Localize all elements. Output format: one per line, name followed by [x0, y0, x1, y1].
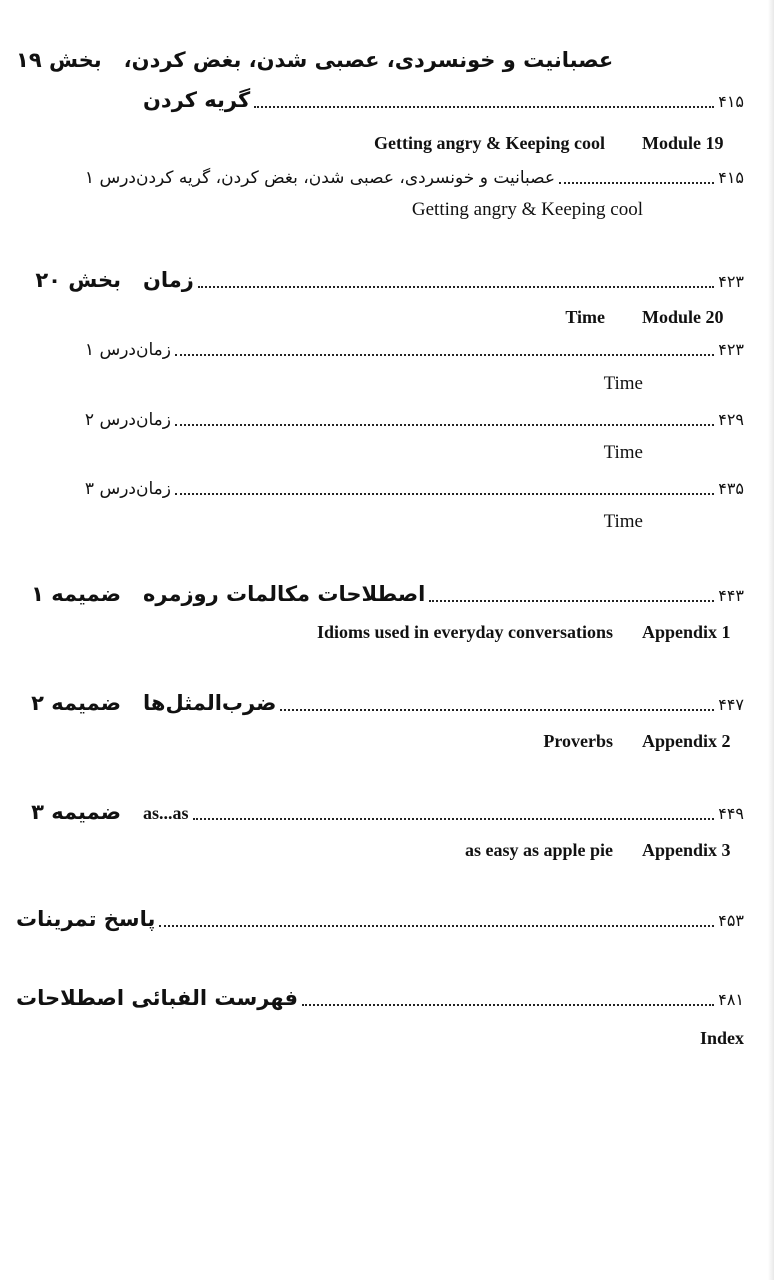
toc-entry-appendix-3[interactable]	[16, 800, 744, 824]
section-label: ضمیمه ۱	[31, 582, 121, 606]
dot-leader	[280, 709, 714, 711]
page-number: ۴۲۳	[718, 340, 744, 359]
section-title: فهرست الفبائی اصطلاحات	[16, 986, 298, 1010]
appendix-1-english	[16, 622, 744, 643]
page-number: ۴۴۹	[718, 804, 744, 823]
toc-entry-m19-cont[interactable]	[16, 88, 744, 112]
appendix-label: Appendix 2	[642, 731, 731, 751]
toc-entry-appendix-1[interactable]	[16, 582, 744, 606]
lesson-english: Time	[603, 442, 643, 463]
dot-leader	[175, 493, 714, 495]
module-label: Module 20	[642, 307, 724, 327]
toc-entry-answers[interactable]	[16, 907, 744, 931]
section-title: as...as	[143, 803, 189, 823]
appendix-label: Appendix 1	[642, 622, 731, 642]
section-label: بخش ۲۰	[35, 268, 121, 292]
page-number: ۴۱۵	[718, 92, 744, 111]
page-number: ۴۲۹	[718, 410, 744, 429]
dot-leader	[193, 818, 715, 820]
page-number: ۴۴۷	[718, 695, 744, 714]
toc-lesson-m20-3[interactable]	[16, 479, 744, 499]
dot-leader	[159, 925, 714, 927]
section-title: اصطلاحات مکالمات روزمره	[143, 582, 426, 606]
section-label: بخش ۱۹	[16, 48, 102, 72]
toc-entry-index[interactable]	[16, 986, 744, 1010]
section-title-cont: گریه کردن	[143, 88, 251, 112]
dot-leader	[198, 286, 714, 288]
module-19-english	[16, 133, 744, 154]
lesson-label: درس ۲	[84, 410, 136, 430]
module-20-english	[16, 307, 744, 328]
dot-leader	[254, 106, 714, 108]
dot-leader	[175, 424, 714, 426]
appendix-title: as easy as apple pie	[464, 840, 613, 860]
index-english: Index	[699, 1028, 744, 1048]
page-number: ۴۲۳	[718, 272, 744, 291]
dot-leader	[302, 1004, 714, 1006]
page-number: ۴۵۳	[718, 911, 744, 930]
module-label: Module 19	[642, 133, 724, 153]
section-label: ضمیمه ۳	[31, 800, 121, 824]
module-title: Time	[565, 307, 605, 327]
dot-leader	[175, 354, 714, 356]
section-title: عصبانیت و خونسردی، عصبی شدن، بغض کردن،	[123, 48, 614, 72]
module-title: Getting angry & Keeping cool	[374, 133, 605, 153]
lesson-english: Time	[603, 373, 643, 394]
lesson-title: زمان	[136, 410, 171, 430]
appendix-title: Proverbs	[543, 731, 613, 751]
lesson-label: درس ۳	[84, 479, 136, 499]
appendix-label: Appendix 3	[642, 840, 731, 860]
lesson-title: عصبانیت و خونسردی، عصبی شدن، بغض کردن، گریه کردن	[136, 168, 556, 188]
toc-lesson-m19-1[interactable]	[16, 168, 744, 188]
appendix-2-english	[16, 731, 744, 752]
scan-edge-shadow	[768, 0, 774, 1280]
section-title: پاسخ تمرینات	[16, 907, 156, 931]
lesson-label: درس ۱	[84, 340, 136, 360]
lesson-english: Time	[603, 511, 643, 532]
appendix-3-english	[16, 840, 744, 861]
toc-lesson-m20-2[interactable]	[16, 410, 744, 430]
lesson-title: زمان	[136, 340, 171, 360]
page-number: ۴۴۳	[718, 586, 744, 605]
toc-lesson-m20-1[interactable]	[16, 340, 744, 360]
section-label: ضمیمه ۲	[31, 691, 121, 715]
toc-entry-m20[interactable]	[16, 268, 744, 292]
toc-entry-m19[interactable]	[16, 48, 744, 72]
appendix-title: Idioms used in everyday conversations	[316, 622, 613, 642]
lesson-label: درس ۱	[84, 168, 136, 188]
page-number: ۴۳۵	[718, 479, 744, 498]
section-title: زمان	[143, 268, 194, 292]
page-number: ۴۸۱	[718, 990, 744, 1009]
dot-leader	[559, 182, 714, 184]
page-number: ۴۱۵	[718, 168, 744, 187]
lesson-english: Getting angry & Keeping cool	[411, 199, 643, 220]
lesson-title: زمان	[136, 479, 171, 499]
dot-leader	[429, 600, 714, 602]
toc-entry-appendix-2[interactable]	[16, 691, 744, 715]
section-title: ضرب‌المثل‌ها	[143, 691, 277, 715]
